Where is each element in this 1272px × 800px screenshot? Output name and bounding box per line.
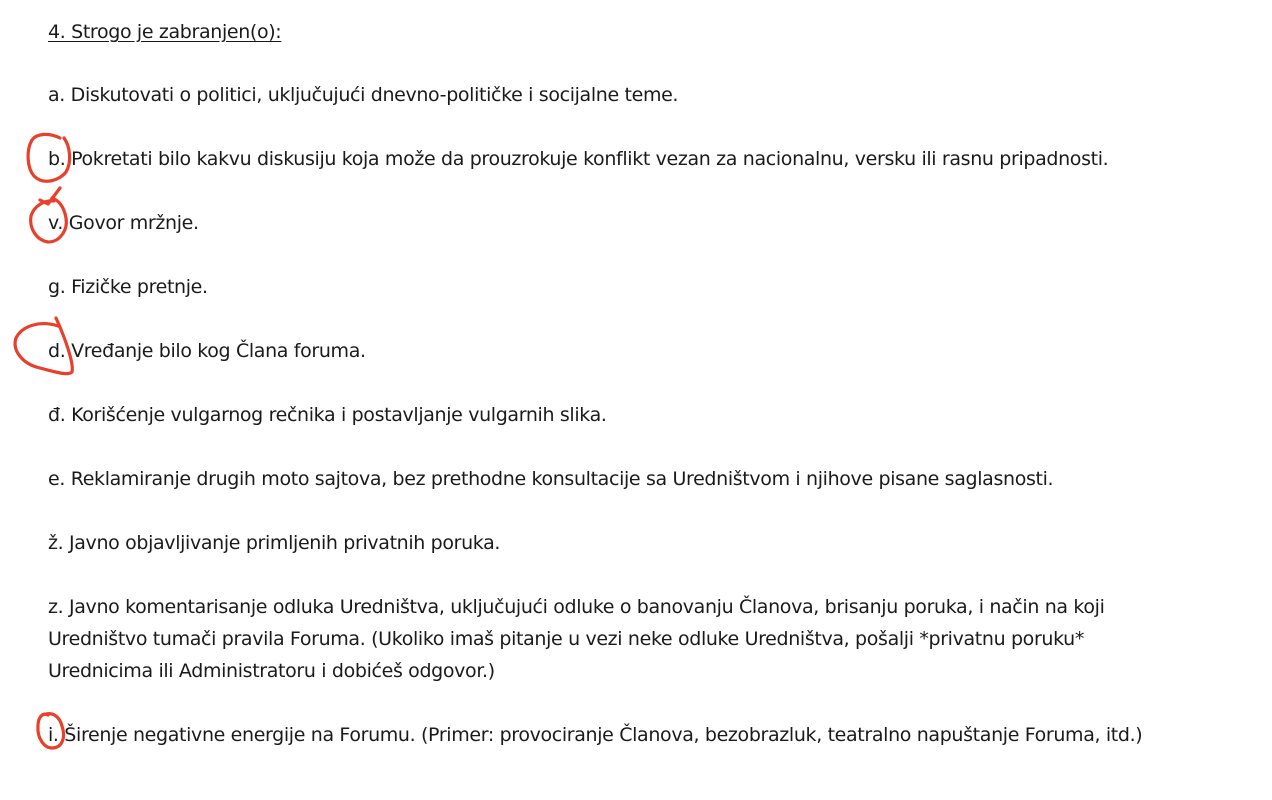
rule-item-g: g. Fizičke pretnje. [48, 276, 208, 298]
rule-item-dj: đ. Korišćenje vulgarnog rečnika i postavljanje vulgarnih slika. [48, 404, 607, 426]
section-heading: 4. Strogo je zabranjen(o): [48, 21, 282, 43]
rule-item-zh: ž. Javno objavljivanje primljenih privatnih poruka. [48, 532, 501, 554]
rule-item-d: d. Vređanje bilo kog Člana foruma. [48, 340, 366, 362]
tick-mark-v [40, 188, 60, 204]
rule-item-z: z. Javno komentarisanje odluka Uredništva, uključujući odluke o banovanju Članova, brisanju poruka, i način na koji Uredništvo tumači pravila Foruma. (Ukoliko imaš pitanje u vezi neke odluke Uredništva, pošalji *privatnu poruku* Urednicima ili Administratoru i dobićeš odgovor.) [48, 596, 1105, 682]
rule-item-v: v. Govor mržnje. [48, 212, 199, 234]
rule-item-i: i. Širenje negativne energije na Forumu. (Primer: provociranje Članova, bezobrazluk, teatralno napuštanje Foruma, itd.) [48, 724, 1143, 746]
rule-item-a: a. Diskutovati o politici, uključujući dnevno-političke i socijalne teme. [48, 84, 679, 106]
rule-item-e: e. Reklamiranje drugih moto sajtova, bez prethodne konsultacije sa Uredništvom i njihove pisane saglasnosti. [48, 468, 1054, 490]
rule-item-b: b. Pokretati bilo kakvu diskusiju koja može da prouzrokuje konflikt vezan za nacionalnu, versku ili rasnu pripadnosti. [48, 148, 1109, 170]
